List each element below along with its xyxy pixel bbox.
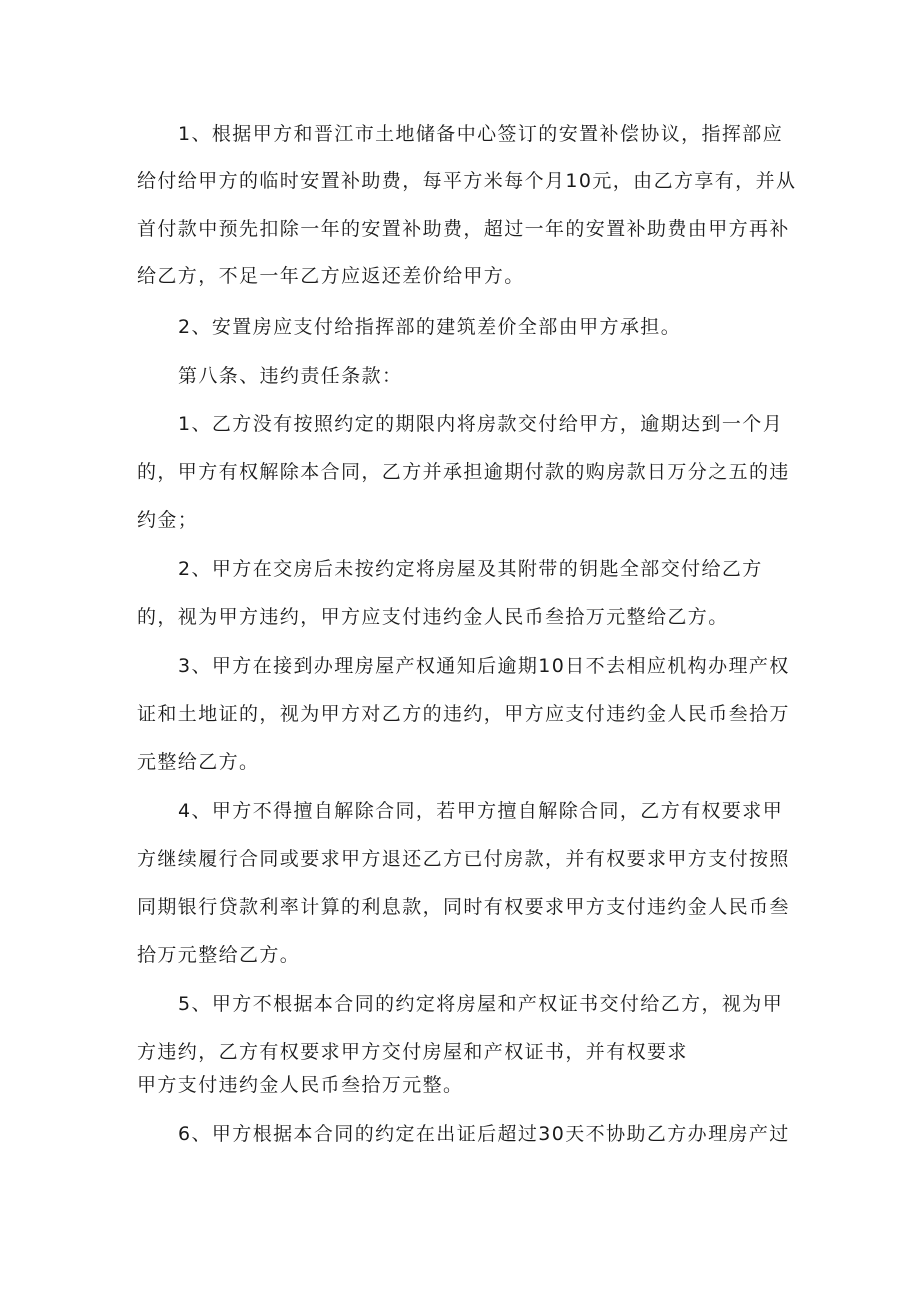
paragraph-5-line-2: 证和土地证的，视为甲方对乙方的违约，甲方应支付违约金人民币叁拾万 (137, 703, 790, 725)
paragraph-8-line-1: 6、甲方根据本合同的约定在出证后超过30天不协助乙方办理房产过 (178, 1123, 790, 1145)
paragraph-3-line-1: 1、乙方没有按照约定的期限内将房款交付给甲方，逾期达到一个月 (178, 413, 784, 435)
paragraph-7-line-3: 甲方支付违约金人民币叁拾万元整。 (137, 1074, 464, 1096)
paragraph-1-line-1: 1、根据甲方和晋江市土地储备中心签订的安置补偿协议，指挥部应 (178, 123, 784, 145)
paragraph-6-line-4: 拾万元整给乙方。 (137, 944, 301, 966)
paragraph-4-line-2: 的，视为甲方违约，甲方应支付违约金人民币叁拾万元整给乙方。 (137, 606, 729, 628)
paragraph-5-line-1: 3、甲方在接到办理房屋产权通知后逾期10日不去相应机构办理产权 (178, 655, 790, 677)
paragraph-3-line-2: 的，甲方有权解除本合同，乙方并承担逾期付款的购房款日万分之五的违 (137, 461, 790, 483)
paragraph-3-line-3: 约金； (137, 509, 199, 531)
paragraph-7-line-1: 5、甲方不根据本合同的约定将房屋和产权证书交付给乙方，视为甲 (178, 993, 784, 1015)
paragraph-6-line-1: 4、甲方不得擅自解除合同，若甲方擅自解除合同，乙方有权要求甲 (178, 800, 784, 822)
paragraph-2-line-1: 2、安置房应支付给指挥部的建筑差价全部由甲方承担。 (178, 316, 682, 338)
paragraph-5-line-3: 元整给乙方。 (137, 751, 260, 773)
paragraph-4-line-1: 2、甲方在交房后未按约定将房屋及其附带的钥匙全部交付给乙方 (178, 558, 763, 580)
paragraph-6-line-2: 方继续履行合同或要求甲方退还乙方已付房款，并有权要求甲方支付按照 (137, 848, 790, 870)
paragraph-7-line-2: 方违约，乙方有权要求甲方交付房屋和产权证书，并有权要求 (137, 1041, 688, 1063)
paragraph-1-line-4: 给乙方，不足一年乙方应返还差价给甲方。 (137, 265, 525, 287)
section-heading: 第八条、违约责任条款： (178, 365, 403, 387)
paragraph-6-line-3: 同期银行贷款利率计算的利息款，同时有权要求甲方支付违约金人民币叁 (137, 896, 790, 918)
paragraph-1-line-3: 首付款中预先扣除一年的安置补助费，超过一年的安置补助费由甲方再补 (137, 218, 790, 240)
paragraph-1-line-2: 给付给甲方的临时安置补助费，每平方米每个月10元，由乙方享有，并从 (137, 170, 797, 192)
